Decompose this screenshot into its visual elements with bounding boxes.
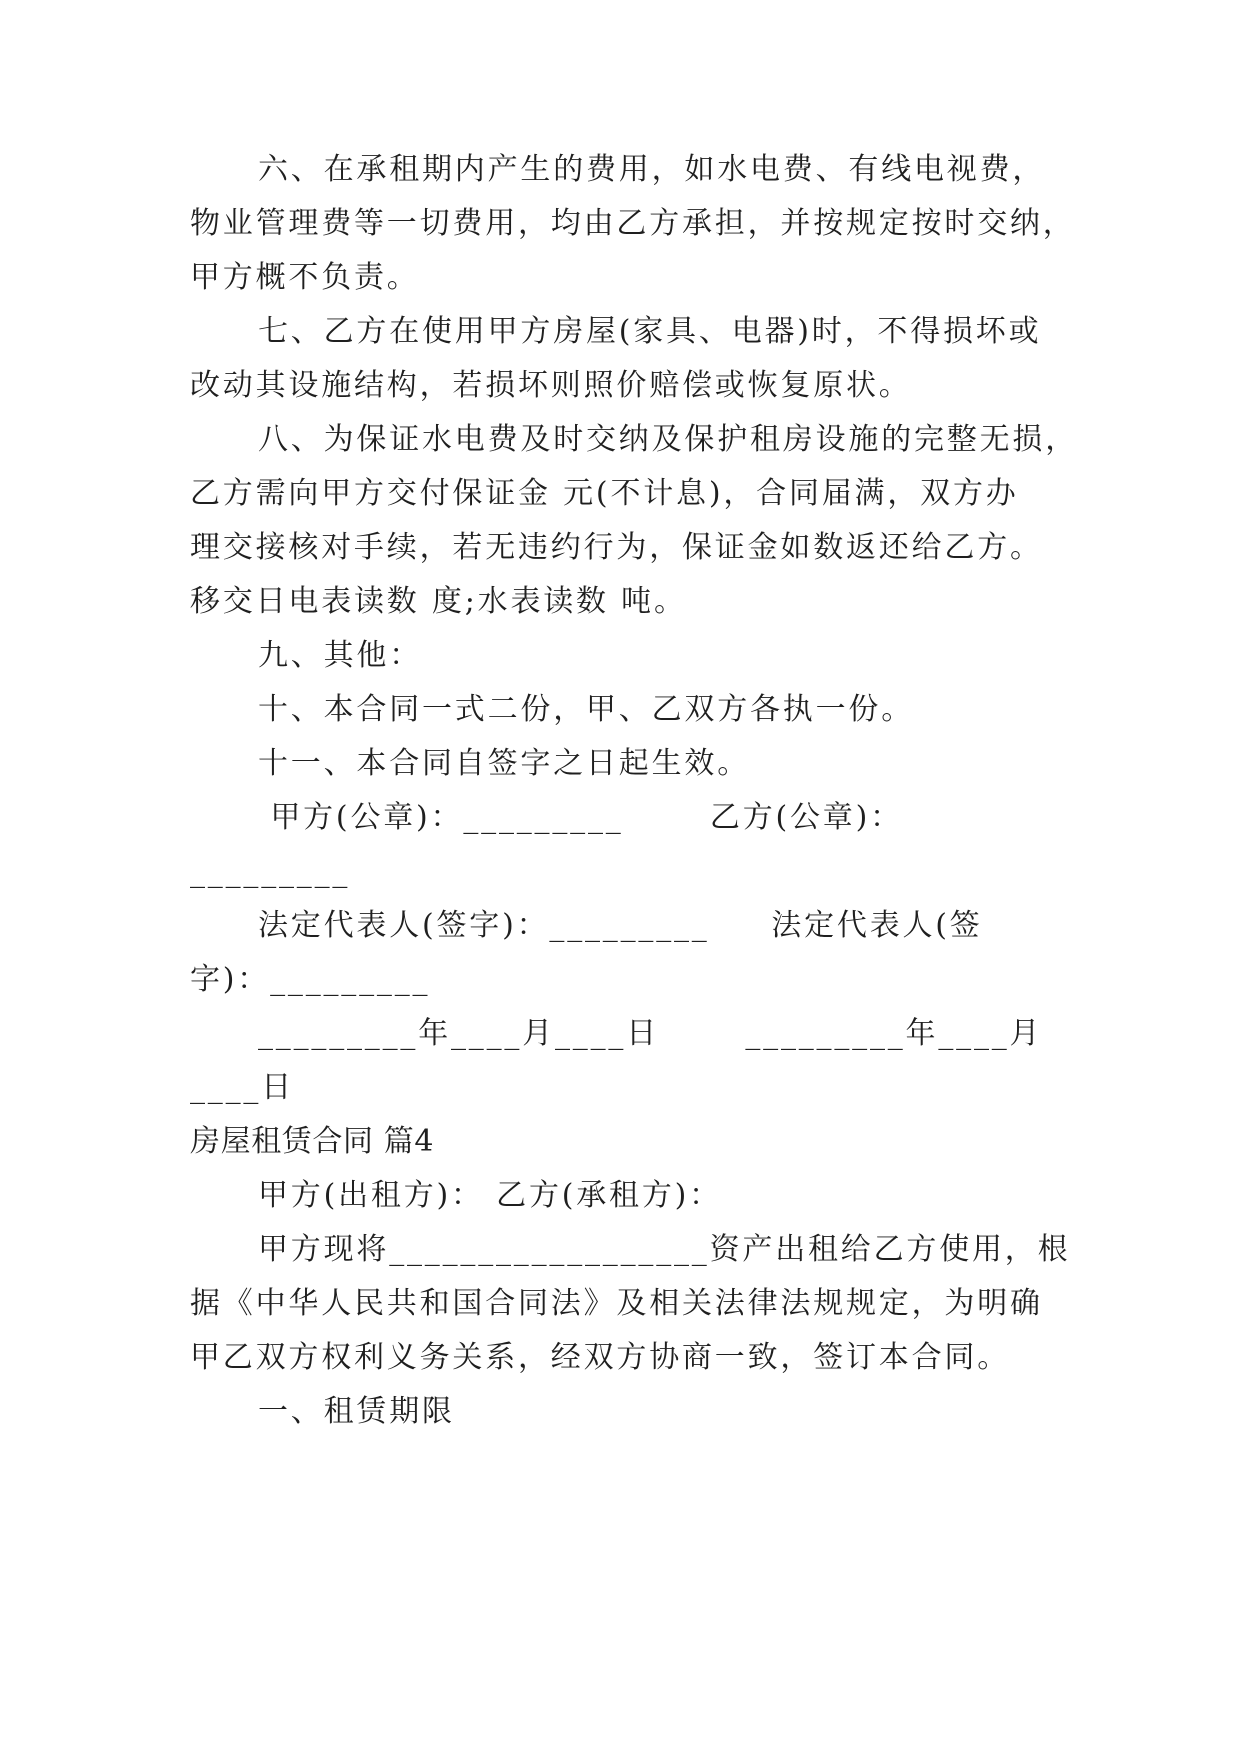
preamble-line-1: 甲方现将__________________资产出租给乙方使用，根 <box>258 1232 1071 1267</box>
clause-7-line-2: 改动其设施结构，若损坏则照价赔偿或恢复原状。 <box>190 368 912 403</box>
clause-7-line-1: 七、乙方在使用甲方房屋(家具、电器)时，不得损坏或 <box>258 314 1042 349</box>
clause-8-line-1: 八、为保证水电费及时交纳及保护租房设施的完整无损， <box>258 422 1078 457</box>
clause-6-line-1: 六、在承租期内产生的费用，如水电费、有线电视费， <box>258 152 1046 187</box>
clause-8-line-4: 移交日电表读数 度;水表读数 吨。 <box>190 584 687 619</box>
clause-9: 九、其他： <box>258 638 422 673</box>
clause-6-line-2: 物业管理费等一切费用，均由乙方承担，并按规定按时交纳， <box>190 206 1076 241</box>
date-line: _________年____月____日 _________年____月 <box>258 1016 1043 1051</box>
section-heading: 房屋租赁合同 篇4 <box>190 1124 435 1159</box>
representative-line-continued: 字)：_________ <box>190 962 431 997</box>
seal-line: 甲方(公章)：_________ 乙方(公章)： <box>258 800 903 835</box>
seal-line-continued: _________ <box>190 854 351 889</box>
parties-line: 甲方(出租方)： 乙方(承租方)： <box>258 1178 722 1213</box>
preamble-line-2: 据《中华人民共和国合同法》及相关法律法规规定，为明确 <box>190 1286 1043 1321</box>
clause-11: 十一、本合同自签字之日起生效。 <box>258 746 750 781</box>
clause-8-line-3: 理交接核对手续，若无违约行为，保证金如数返还给乙方。 <box>190 530 1043 565</box>
representative-line: 法定代表人(签字)：_________ 法定代表人(签 <box>258 908 983 943</box>
clause-6-line-3: 甲方概不负责。 <box>190 260 420 295</box>
clause-10: 十、本合同一式二份，甲、乙双方各执一份。 <box>258 692 914 727</box>
date-line-continued: ____日 <box>190 1070 294 1105</box>
preamble-line-3: 甲乙双方权利义务关系，经双方协商一致，签订本合同。 <box>190 1340 1010 1375</box>
lease-term-heading: 一、租赁期限 <box>258 1394 455 1429</box>
clause-8-line-2: 乙方需向甲方交付保证金 元(不计息)，合同届满，双方办 <box>190 476 1019 511</box>
